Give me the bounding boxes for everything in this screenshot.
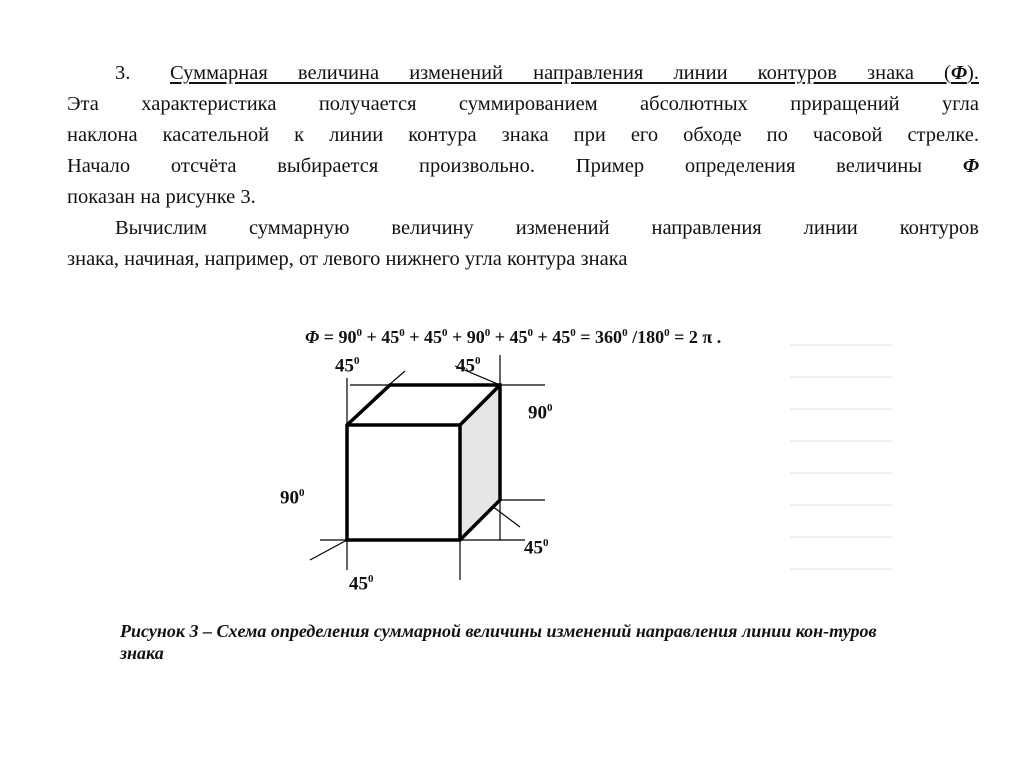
angle-label-bottom-right: $45^0$ [524, 537, 549, 559]
phi-symbol: Φ [962, 155, 980, 177]
section-heading: Суммарная величина изменений направления линии контуров знака (Φ). [170, 62, 979, 84]
angle-label-top-right: $45^0$ [456, 355, 481, 377]
paragraph-1-line-4: Начало отсчёта выбирается произвольно. Пример определения величины Φ [67, 155, 980, 177]
paragraph-1-line-3: наклона касательной к линии контура знака при его обходе по часовой стрелке. [67, 124, 979, 146]
paragraph-1-line-2: Эта характеристика получается суммированием абсолютных приращений угла [67, 93, 979, 115]
angle-label-left: $90^0$ [280, 487, 305, 509]
paragraph-2-line-1: Вычислим суммарную величину изменений направления линии контуров [115, 217, 979, 239]
angle-label-right: $90^0$ [528, 402, 553, 424]
cube-side-shade [460, 385, 500, 540]
paragraph-2-line-2: знака, начиная, например, от левого нижнего угла контура знака [67, 248, 628, 270]
angle-label-top-left: $45^0$ [335, 355, 360, 377]
figure-caption: Рисунок 3 – Схема определения суммарной величины изменений направления линии кон-туров знака [120, 621, 877, 663]
formula: $\Phi = 90^0 + 45^0 + 45^0 + 90^0 + 45^0 + 45^0 = 360^0$ $/180^0 = 2$ π . [305, 327, 722, 347]
bleed-through-text: ───────── ───────── ───────── ───────── ───────── ───────── ───────── ───────── [790, 337, 893, 578]
paragraph-1-line-5: показан на рисунке 3. [67, 186, 256, 208]
angle-label-bottom: $45^0$ [349, 573, 374, 595]
item-number: 3. [115, 62, 131, 84]
phi-symbol: Φ [950, 62, 968, 84]
